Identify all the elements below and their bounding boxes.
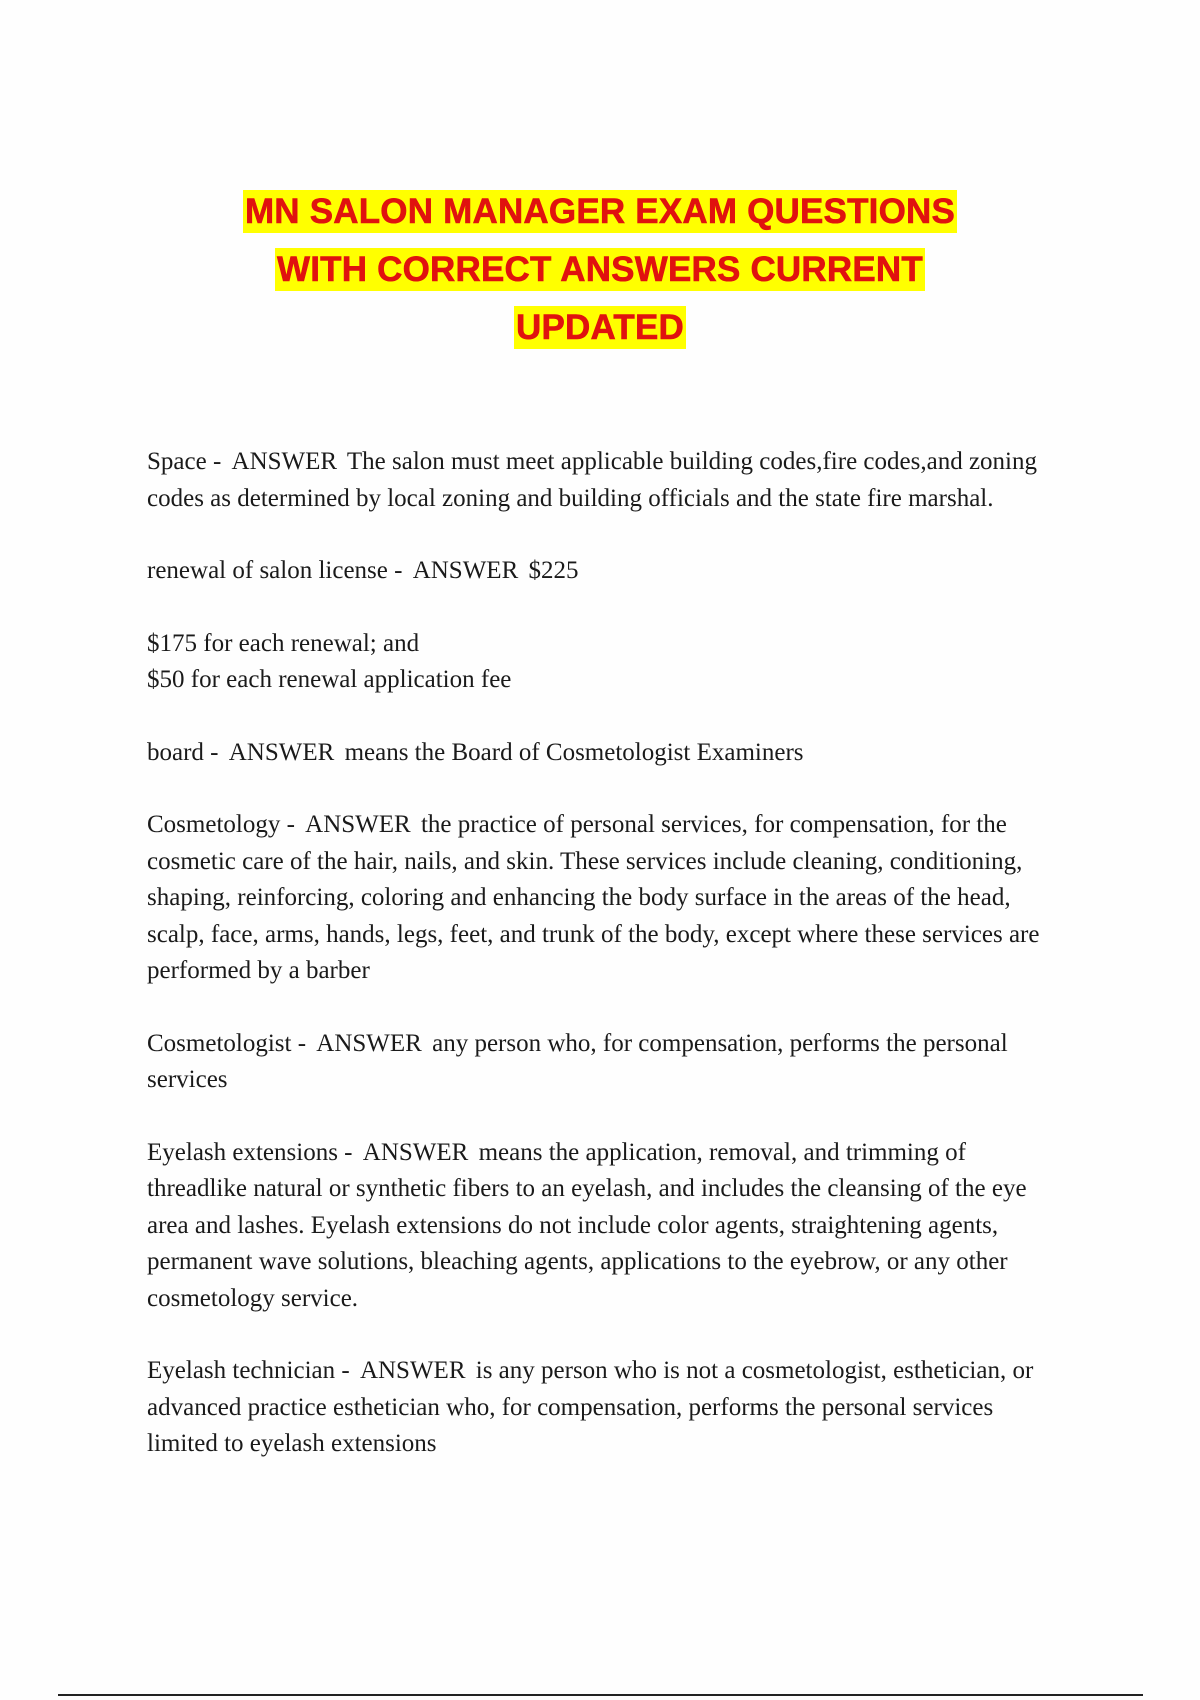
- title-line-2: [150, 241, 1050, 299]
- entry-term: Cosmetology -: [147, 811, 295, 838]
- entry-answer: is any person who is not a cosmetologist, esthetician, or advanced practice esthetician who, for compensation, performs the personal services limited to eyelash extensions: [147, 1357, 1034, 1457]
- entry-answer: The salon must meet applicable building codes,fire codes,and zoning codes as determined by local zoning and building officials and the state fire marshal.: [147, 448, 1037, 512]
- entry-extra-lines: [147, 626, 1067, 699]
- qa-entry-cosmetology: [147, 807, 1067, 990]
- entry-extra-line: $175 for each renewal; and: [147, 629, 420, 657]
- qa-entry-cosmetologist: [147, 1026, 1067, 1099]
- entry-term: Eyelash extensions -: [147, 1138, 353, 1166]
- title-line-2-text: WITH CORRECT ANSWERS CURRENT: [277, 250, 923, 289]
- entry-answer-marker: ANSWER: [359, 1357, 466, 1384]
- title-line-1: [150, 183, 1050, 241]
- title-line-3-text: UPDATED: [516, 308, 684, 347]
- entry-answer: means the Board of Cosmetologist Examiners: [344, 738, 804, 766]
- qa-entry-eyelash-technician: [147, 1353, 1067, 1463]
- title-line-3: [150, 299, 1050, 357]
- qa-entry-space: [147, 444, 1067, 517]
- entry-answer: the practice of personal services, for compensation, for the cosmetic care of the hair, nails, and skin. These services include cleaning, conditioning, shaping, reinforcing, coloring and enhancing the body surface in the areas of the head, scalp, face, arms, hands, legs, feet, and trunk of the body, except where these services are performed by a barber: [147, 811, 1040, 984]
- entry-extra-line: $50 for each renewal application fee: [147, 666, 512, 693]
- entry-answer: any person who, for compensation, performs the personal services: [147, 1029, 1008, 1093]
- document-title: [150, 183, 1050, 357]
- entry-answer: $225: [528, 557, 579, 584]
- entry-term: Eyelash technician -: [147, 1357, 350, 1384]
- page-bottom-divider: [58, 1694, 1143, 1696]
- entry-term: Space -: [147, 448, 222, 475]
- entry-answer-marker: ANSWER: [412, 557, 519, 584]
- entry-answer-marker: ANSWER: [228, 738, 335, 766]
- qa-entry-board: [147, 735, 1067, 772]
- entry-term: board -: [147, 738, 219, 766]
- entry-answer-marker: ANSWER: [316, 1029, 422, 1057]
- document-body: [147, 444, 1067, 1499]
- entry-answer: means the application, removal, and trimming of threadlike natural or synthetic fibers to an eyelash, and includes the cleansing of the eye area and lashes. Eyelash extensions do not include color agents, straightening agents, permanent wave solutions, bleaching agents, applications to the eyebrow, or any other cosmetology service.: [147, 1138, 1027, 1312]
- entry-term: Cosmetologist -: [147, 1029, 307, 1057]
- entry-term: renewal of salon license -: [147, 557, 403, 584]
- entry-answer-marker: ANSWER: [231, 448, 338, 475]
- qa-entry-eyelash-extensions: [147, 1135, 1067, 1318]
- title-line-1-text: MN SALON MANAGER EXAM QUESTIONS: [244, 192, 956, 231]
- qa-entry-renewal: [147, 553, 1067, 699]
- entry-answer-marker: ANSWER: [362, 1138, 469, 1166]
- entry-answer-marker: ANSWER: [305, 811, 411, 838]
